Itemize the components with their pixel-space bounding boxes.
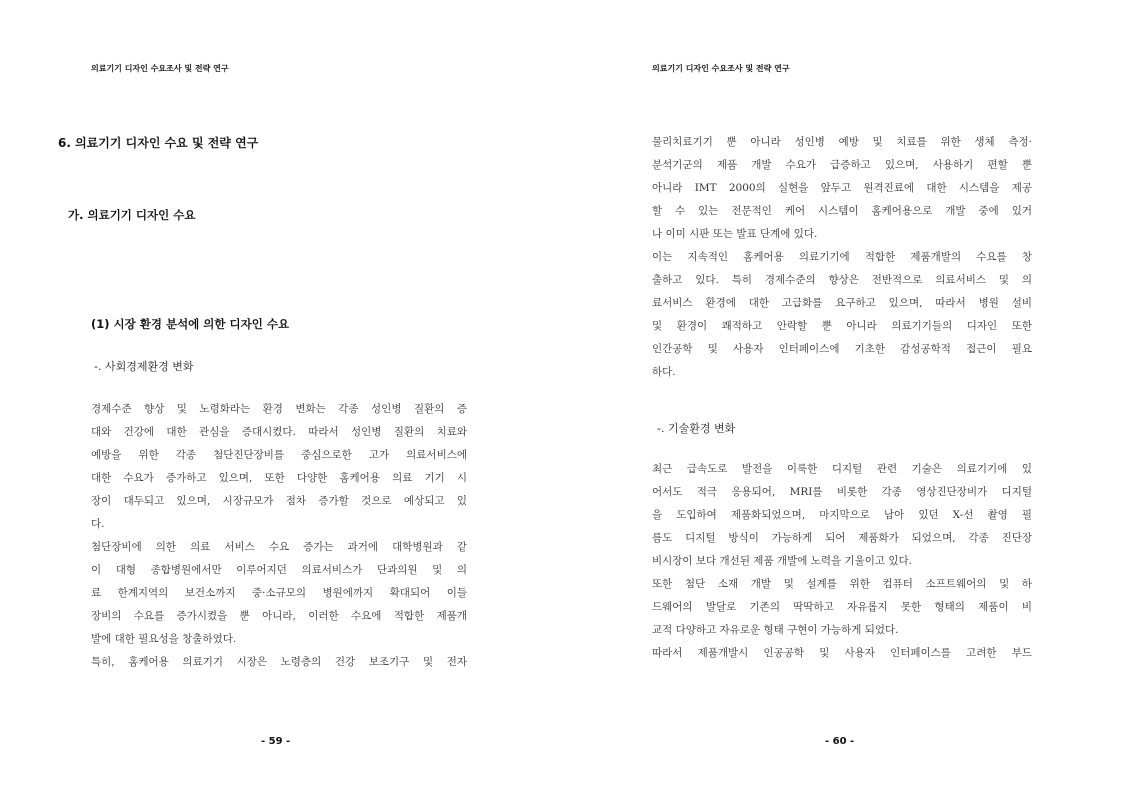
text-line: 장이 대두되고 있으며, 시장규모가 점차 증가할 것으로 예상되고 있 (91, 495, 467, 507)
text-line: 드웨어의 발달로 기존의 딱딱하고 자유롭지 못한 형태의 제품이 비 (652, 601, 1032, 613)
running-header: 의료기기 디자인 수요조사 및 전략 연구 (652, 64, 790, 73)
text-line: 예방을 위한 각종 첨단진단장비를 중심으로한 고가 의료서비스에 (91, 449, 467, 461)
text-line: 특히, 홈케어용 의료기기 시장은 노령층의 건강 보조기구 및 전자 (91, 656, 467, 668)
running-header: 의료기기 디자인 수요조사 및 전략 연구 (91, 64, 229, 73)
text-line: 료서비스 환경에 대한 고급화를 요구하고 있으며, 따라서 병원 설비 (652, 297, 1032, 309)
body-text-top (652, 131, 1032, 384)
subsection-title: 가. 의료기기 디자인 수요 (68, 208, 196, 222)
text-line: 다. (91, 518, 105, 530)
text-line: 할 수 있는 전문적인 케어 시스템이 홈케어용으로 개발 중에 있거 (652, 205, 1032, 217)
text-line: 을 도입하여 제품화되었으며, 마지막으로 남아 있던 X-선 촬영 필 (652, 509, 1032, 521)
text-line: 료 한계지역의 보건소까지 중·소규모의 병원에까지 확대되어 이들 (91, 587, 467, 599)
text-line: 출하고 있다. 특히 경제수준의 향상은 전반적으로 의료서비스 및 의 (652, 274, 1032, 286)
text-line: 발에 대한 필요성을 창출하였다. (91, 633, 237, 645)
text-line: 경제수준 향상 및 노령화라는 환경 변화는 각종 성인병 질환의 증 (91, 403, 467, 415)
body-text-bottom (652, 458, 1032, 665)
text-line: 비시장이 보다 개선된 제품 개발에 노력을 기울이고 있다. (652, 555, 912, 567)
text-line: 및 환경이 쾌적하고 안락할 뿐 아니라 의료기기들의 디자인 또한 (652, 320, 1032, 332)
body-text (91, 398, 467, 674)
section-title: 6. 의료기기 디자인 수요 및 전략 연구 (58, 136, 259, 150)
text-line: 대한 수요가 증가하고 있으며, 또한 다양한 홈케어용 의료 기기 시 (91, 472, 467, 484)
item-heading: -. 기술환경 변화 (657, 422, 736, 435)
item-heading: -. 사회경제환경 변화 (94, 360, 194, 373)
text-line: 교적 다양하고 자유로운 형태 구현이 가능하게 되었다. (652, 624, 899, 636)
text-line: 어서도 적극 응용되어, MRI를 비롯한 각종 영상진단장비가 디지털 (652, 486, 1032, 498)
text-line: 또한 첨단 소재 개발 및 설계를 위한 컴퓨터 소프트웨어의 및 하 (652, 578, 1032, 590)
text-line: 인간공학 및 사용자 인터페이스에 기초한 감성공학적 접근이 필요 (652, 343, 1032, 355)
text-line: 아니라 IMT 2000의 실현을 앞두고 원격진료에 대한 시스템을 제공 (652, 182, 1032, 194)
text-line: 이는 지속적인 홈케어용 의료기기에 적합한 제품개발의 수요를 창 (652, 251, 1032, 263)
right-page (561, 0, 1122, 792)
text-line: 나 이미 시판 또는 발표 단계에 있다. (652, 228, 818, 240)
text-line: 이 대형 종합병원에서만 이루어지던 의료서비스가 단과의원 및 의 (91, 564, 467, 576)
text-line: 하다. (652, 366, 676, 378)
text-line: 분석기군의 제품 개발 수요가 급증하고 있으며, 사용하기 편할 뿐 (652, 159, 1032, 171)
text-line: 장비의 수요를 증가시켰을 뿐 아니라, 이러한 수요에 적합한 제품개 (91, 610, 467, 622)
subsubsection-title: (1) 시장 환경 분석에 의한 디자인 수요 (91, 317, 290, 331)
text-line: 물리치료기기 뿐 아니라 성인병 예방 및 치료를 위한 생체 측정· (652, 136, 1032, 148)
text-line: 첨단장비에 의한 의료 서비스 수요 증가는 과거에 대학병원과 같 (91, 541, 467, 553)
text-line: 최근 급속도로 발전을 이룩한 디지털 관련 기술은 의료기기에 있 (652, 463, 1032, 475)
page-number: - 60 - (825, 736, 855, 747)
text-line: 따라서 제품개발시 인공공학 및 사용자 인터페이스를 고려한 부드 (652, 647, 1032, 659)
text-line: 름도 디지털 방식이 가능하게 되어 제품화가 되었으며, 각종 진단장 (652, 532, 1032, 544)
text-line: 대와 건강에 대한 관심을 증대시켰다. 따라서 성인병 질환의 치료와 (91, 426, 467, 438)
page-number: - 59 - (261, 736, 291, 747)
